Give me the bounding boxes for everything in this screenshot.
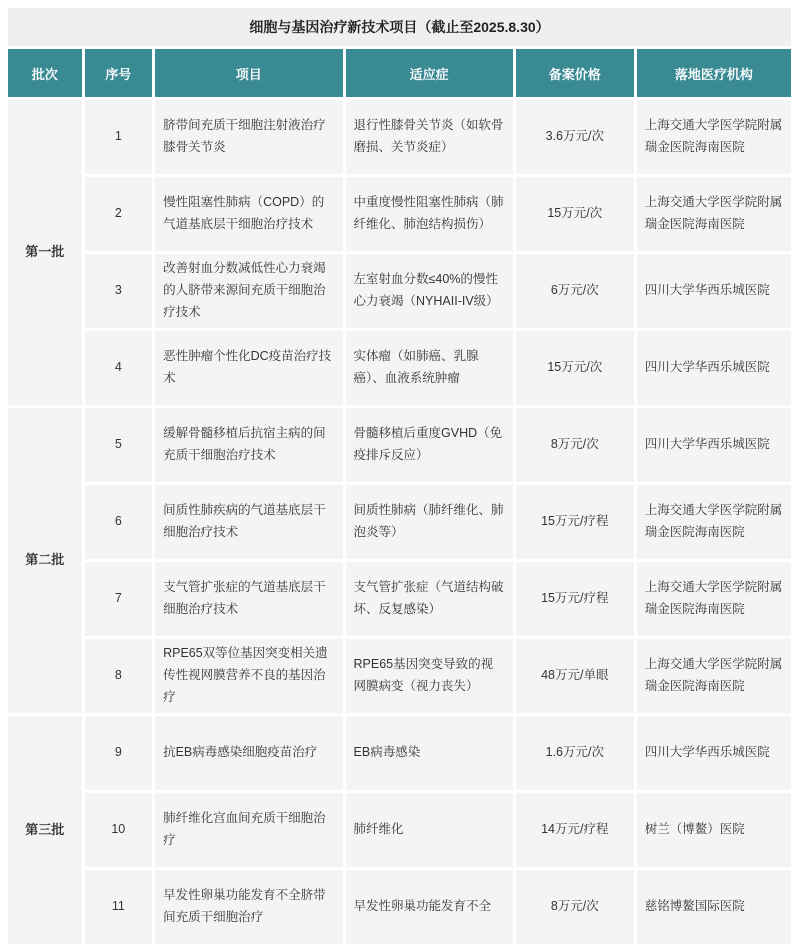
indication-cell: RPE65基因突变导致的视网膜病变（视力丧失） <box>346 639 513 713</box>
table-row <box>8 331 791 405</box>
project-cell: 支气管扩张症的气道基底层干细胞治疗技术 <box>155 562 342 636</box>
price-cell: 48万元/单眼 <box>516 639 634 713</box>
table-row <box>8 870 791 944</box>
indication-cell: 左室射血分数≤40%的慢性心力衰竭（NYHAII-IV级） <box>346 254 513 328</box>
table-row <box>8 485 791 559</box>
institution-cell: 上海交通大学医学院附属瑞金医院海南医院 <box>637 639 791 713</box>
price-cell: 15万元/次 <box>516 177 634 251</box>
table-row <box>8 562 791 636</box>
institution-cell: 上海交通大学医学院附属瑞金医院海南医院 <box>637 177 791 251</box>
table-row <box>8 177 791 251</box>
table-row <box>8 408 791 482</box>
institution-cell: 四川大学华西乐城医院 <box>637 716 791 790</box>
row-number-cell: 5 <box>85 408 153 482</box>
batch-cell: 第三批 <box>8 716 82 944</box>
institution-cell: 上海交通大学医学院附属瑞金医院海南医院 <box>637 100 791 174</box>
project-cell: 缓解骨髓移植后抗宿主病的间充质干细胞治疗技术 <box>155 408 342 482</box>
column-header-batch: 批次 <box>8 49 82 97</box>
indication-cell: 间质性肺病（肺纤维化、肺泡炎等） <box>346 485 513 559</box>
row-number-cell: 2 <box>85 177 153 251</box>
indication-cell: 退行性膝骨关节炎（如软骨磨损、关节炎症） <box>346 100 513 174</box>
institution-cell: 上海交通大学医学院附属瑞金医院海南医院 <box>637 485 791 559</box>
batch-cell: 第一批 <box>8 100 82 405</box>
project-cell: 恶性肿瘤个性化DC疫苗治疗技术 <box>155 331 342 405</box>
price-cell: 1.6万元/次 <box>516 716 634 790</box>
table-row <box>8 254 791 328</box>
row-number-cell: 4 <box>85 331 153 405</box>
indication-cell: 实体瘤（如肺癌、乳腺癌）、血液系统肿瘤 <box>346 331 513 405</box>
price-cell: 6万元/次 <box>516 254 634 328</box>
institution-cell: 四川大学华西乐城医院 <box>637 254 791 328</box>
batch-cell: 第二批 <box>8 408 82 713</box>
table-row <box>8 639 791 713</box>
institution-cell: 上海交通大学医学院附属瑞金医院海南医院 <box>637 562 791 636</box>
indication-cell: EB病毒感染 <box>346 716 513 790</box>
row-number-cell: 11 <box>85 870 153 944</box>
column-header-project: 项目 <box>155 49 342 97</box>
title-row <box>8 8 791 46</box>
price-cell: 14万元/疗程 <box>516 793 634 867</box>
indication-cell: 中重度慢性阻塞性肺病（肺纤维化、肺泡结构损伤） <box>346 177 513 251</box>
project-cell: 改善射血分数减低性心力衰竭的人脐带来源间充质干细胞治疗技术 <box>155 254 342 328</box>
column-header-price: 备案价格 <box>516 49 634 97</box>
price-cell: 15万元/疗程 <box>516 485 634 559</box>
price-cell: 15万元/次 <box>516 331 634 405</box>
row-number-cell: 7 <box>85 562 153 636</box>
table-row <box>8 716 791 790</box>
indication-cell: 肺纤维化 <box>346 793 513 867</box>
project-cell: 间质性肺疾病的气道基底层干细胞治疗技术 <box>155 485 342 559</box>
table-body <box>8 100 791 944</box>
table-row <box>8 793 791 867</box>
row-number-cell: 6 <box>85 485 153 559</box>
project-cell: 早发性卵巢功能发育不全脐带间充质干细胞治疗 <box>155 870 342 944</box>
column-header-indication: 适应症 <box>346 49 513 97</box>
column-header-number: 序号 <box>85 49 153 97</box>
indication-cell: 骨髓移植后重度GVHD（免疫排斥反应） <box>346 408 513 482</box>
institution-cell: 慈铭博鳌国际医院 <box>637 870 791 944</box>
header-row <box>8 49 791 97</box>
price-cell: 15万元/疗程 <box>516 562 634 636</box>
institution-cell: 树兰（博鳌）医院 <box>637 793 791 867</box>
row-number-cell: 8 <box>85 639 153 713</box>
page-title: 细胞与基因治疗新技术项目（截止至2025.8.30） <box>8 8 791 46</box>
therapy-table <box>5 5 794 947</box>
row-number-cell: 3 <box>85 254 153 328</box>
project-cell: 脐带间充质干细胞注射液治疗膝骨关节炎 <box>155 100 342 174</box>
row-number-cell: 1 <box>85 100 153 174</box>
row-number-cell: 9 <box>85 716 153 790</box>
project-cell: 抗EB病毒感染细胞疫苗治疗 <box>155 716 342 790</box>
indication-cell: 支气管扩张症（气道结构破坏、反复感染） <box>346 562 513 636</box>
price-cell: 8万元/次 <box>516 408 634 482</box>
project-cell: 肺纤维化宫血间充质干细胞治疗 <box>155 793 342 867</box>
indication-cell: 早发性卵巢功能发育不全 <box>346 870 513 944</box>
column-header-institution: 落地医疗机构 <box>637 49 791 97</box>
project-cell: 慢性阻塞性肺病（COPD）的气道基底层干细胞治疗技术 <box>155 177 342 251</box>
price-cell: 3.6万元/次 <box>516 100 634 174</box>
institution-cell: 四川大学华西乐城医院 <box>637 331 791 405</box>
institution-cell: 四川大学华西乐城医院 <box>637 408 791 482</box>
project-cell: RPE65双等位基因突变相关遗传性视网膜营养不良的基因治疗 <box>155 639 342 713</box>
table-row <box>8 100 791 174</box>
row-number-cell: 10 <box>85 793 153 867</box>
price-cell: 8万元/次 <box>516 870 634 944</box>
